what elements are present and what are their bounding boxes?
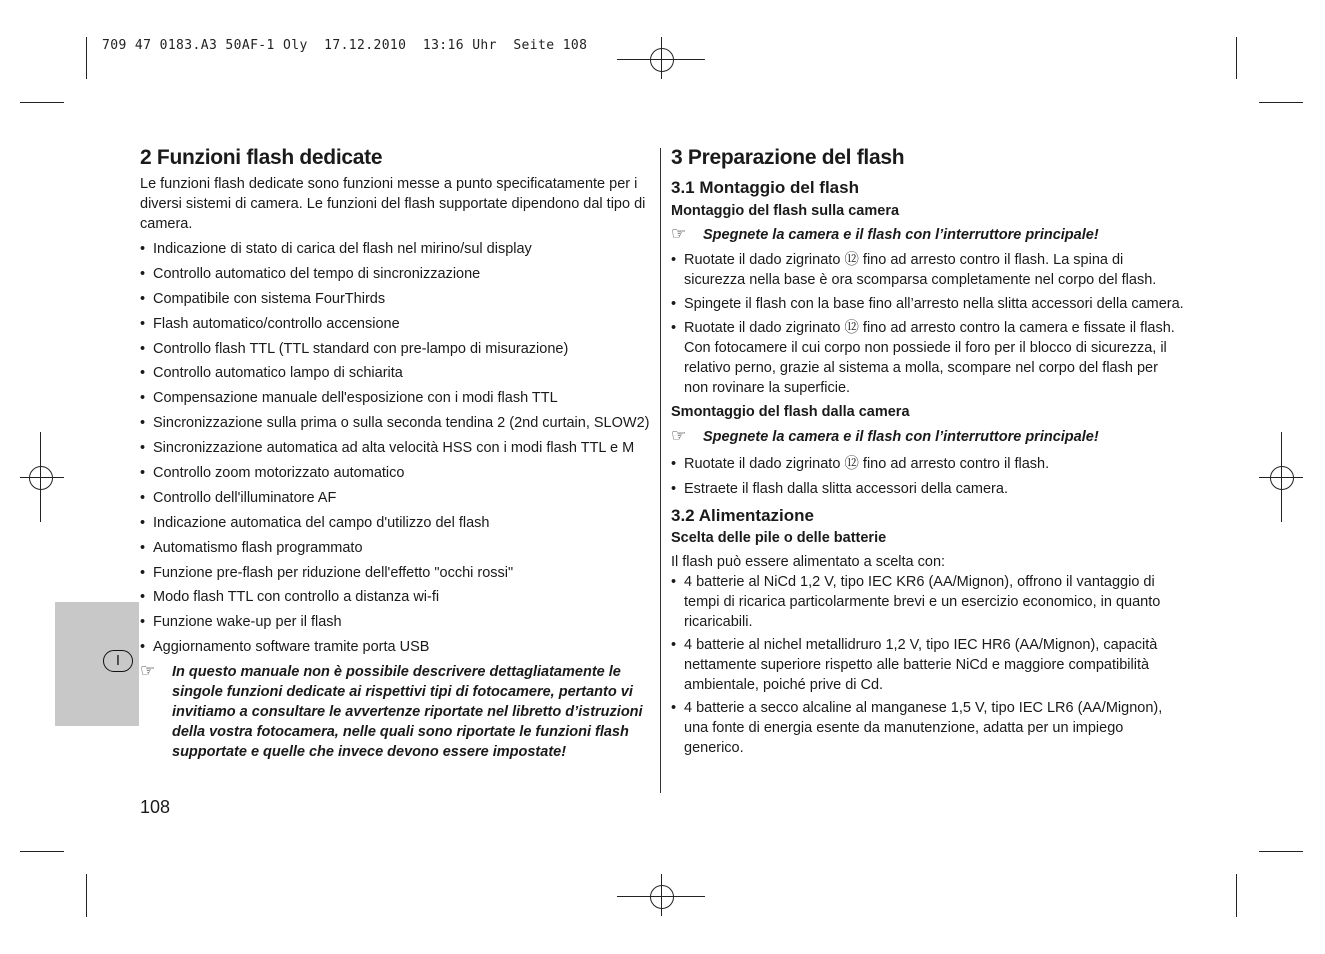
list-item bbox=[140, 239, 650, 259]
list-item bbox=[140, 513, 650, 533]
registration-mark-bottom bbox=[650, 885, 674, 909]
bullet-icon: • bbox=[671, 456, 677, 472]
list-item bbox=[140, 488, 650, 508]
feature-list bbox=[140, 239, 650, 657]
warning-note bbox=[671, 225, 1186, 245]
note-text: Spegnete la camera e il flash con l’interruttore principale! bbox=[703, 227, 1099, 243]
bullet-icon: • bbox=[140, 440, 146, 457]
list-item bbox=[140, 637, 650, 657]
list-item-text: 4 batterie al NiCd 1,2 V, tipo IEC KR6 (AA/Mignon), offrono il vantaggio di tempi di ricarica particolarmente brevi e un esercizio economico, in quanto ricaricabili. bbox=[684, 574, 1161, 630]
unmount-steps bbox=[671, 454, 1186, 499]
subsection-heading: 3.1 Montaggio del flash bbox=[671, 178, 859, 197]
list-item-text: Sincronizzazione sulla prima o sulla seconda tendina 2 (2nd curtain, SLOW2) bbox=[153, 415, 650, 432]
registration-line bbox=[661, 874, 662, 916]
pointing-hand-icon: ☞ bbox=[671, 224, 687, 243]
list-item bbox=[140, 264, 650, 284]
registration-mark-left bbox=[29, 466, 53, 490]
list-item-text: Aggiornamento software tramite porta USB bbox=[153, 639, 430, 656]
language-tab-letter: I bbox=[103, 650, 133, 672]
list-item-text: Sincronizzazione automatica ad alta velocità HSS con i modi flash TTL e M bbox=[153, 440, 635, 457]
list-item bbox=[671, 318, 1186, 398]
list-item-text: Funzione wake-up per il flash bbox=[153, 614, 342, 631]
bullet-icon: • bbox=[671, 700, 677, 716]
bullet-icon: • bbox=[671, 481, 677, 497]
list-item bbox=[671, 635, 1186, 695]
bullet-icon: • bbox=[671, 574, 677, 590]
list-item bbox=[140, 438, 650, 458]
registration-line bbox=[20, 477, 64, 478]
sub-heading: Montaggio del flash sulla camera bbox=[671, 203, 900, 219]
bullet-icon: • bbox=[671, 637, 677, 653]
info-note bbox=[140, 662, 650, 762]
bullet-icon: • bbox=[140, 564, 146, 581]
list-item-text: 4 batterie al nichel metallidruro 1,2 V, tipo IEC HR6 (AA/Mignon), capacità nettamente superiore rispetto alle batterie NiCd e maggiore compatibilità ambientale, poiché prive di Cd. bbox=[684, 637, 1158, 693]
crop-mark bbox=[1259, 102, 1303, 103]
list-item-text: Controllo zoom motorizzato automatico bbox=[153, 465, 405, 482]
list-item bbox=[140, 314, 650, 334]
bullet-icon: • bbox=[140, 390, 146, 407]
bullet-icon: • bbox=[140, 265, 146, 282]
list-item bbox=[140, 612, 650, 632]
registration-mark-right bbox=[1270, 466, 1294, 490]
list-item bbox=[140, 363, 650, 383]
section-title: 3 Preparazione del flash bbox=[671, 146, 905, 169]
page-number: 108 bbox=[140, 797, 171, 817]
bullet-icon: • bbox=[671, 320, 677, 336]
list-item-text: Spingete il flash con la base fino all’arresto nella slitta accessori della camera. bbox=[684, 296, 1184, 312]
section-title: 2 Funzioni flash dedicate bbox=[140, 146, 383, 169]
note-text: Spegnete la camera e il flash con l’interruttore principale! bbox=[703, 429, 1099, 445]
crop-mark bbox=[86, 874, 87, 917]
list-item bbox=[671, 479, 1186, 499]
pointing-hand-icon: ☞ bbox=[140, 661, 156, 681]
crop-mark bbox=[20, 102, 64, 103]
column-divider bbox=[660, 148, 661, 793]
list-item-text: Controllo automatico lampo di schiarita bbox=[153, 365, 403, 382]
intro-paragraph: Il flash può essere alimentato a scelta con: bbox=[671, 554, 946, 570]
bullet-icon: • bbox=[140, 539, 146, 556]
list-item-text: Controllo automatico del tempo di sincronizzazione bbox=[153, 265, 481, 282]
registration-line bbox=[661, 37, 662, 79]
sub-heading: Scelta delle pile o delle batterie bbox=[671, 530, 887, 546]
bullet-icon: • bbox=[140, 315, 146, 332]
list-item bbox=[140, 289, 650, 309]
list-item-text: Compatibile con sistema FourThirds bbox=[153, 290, 386, 307]
bullet-icon: • bbox=[140, 415, 146, 432]
subsection-heading: 3.2 Alimentazione bbox=[671, 506, 814, 525]
bullet-icon: • bbox=[140, 290, 146, 307]
crop-mark bbox=[20, 851, 64, 852]
crop-mark bbox=[1236, 874, 1237, 917]
list-item bbox=[671, 572, 1186, 632]
list-item bbox=[140, 538, 650, 558]
bullet-icon: • bbox=[140, 340, 146, 357]
bullet-icon: • bbox=[671, 252, 677, 268]
left-column bbox=[140, 145, 650, 762]
list-item-text: 4 batterie a secco alcaline al manganese 1,5 V, tipo IEC LR6 (AA/Mignon), una fonte di energia esente da manutenzione, adatta per un impiego generico. bbox=[684, 700, 1163, 756]
list-item bbox=[671, 250, 1186, 290]
bullet-icon: • bbox=[140, 589, 146, 606]
list-item bbox=[140, 587, 650, 607]
list-item bbox=[671, 294, 1186, 314]
print-slug: 709 47 0183.A3 50AF-1 Oly 17.12.2010 13:16 Uhr Seite 108 bbox=[102, 38, 588, 53]
mount-steps bbox=[671, 250, 1186, 398]
list-item-text: Ruotate il dado zigrinato ⑫ fino ad arresto contro il flash. La spina di sicurezza nella base è ora scomparsa completamente nel corpo del flash. bbox=[684, 252, 1157, 288]
list-item bbox=[140, 388, 650, 408]
list-item bbox=[140, 563, 650, 583]
bullet-icon: • bbox=[140, 614, 146, 631]
sub-heading: Smontaggio del flash dalla camera bbox=[671, 404, 910, 420]
crop-mark bbox=[1236, 37, 1237, 79]
list-item bbox=[671, 698, 1186, 758]
battery-list bbox=[671, 572, 1186, 758]
list-item-text: Flash automatico/controllo accensione bbox=[153, 315, 400, 332]
pointing-hand-icon: ☞ bbox=[671, 426, 687, 445]
list-item-text: Estraete il flash dalla slitta accessori della camera. bbox=[684, 481, 1008, 497]
crop-mark bbox=[86, 37, 87, 79]
intro-paragraph: Le funzioni flash dedicate sono funzioni messe a punto specificatamente per i diversi sistemi di camera. Le funzioni del flash supportate dipendono dal tipo di camera. bbox=[140, 176, 646, 232]
bullet-icon: • bbox=[140, 489, 146, 506]
right-column bbox=[671, 145, 1186, 761]
note-text: In questo manuale non è possibile descrivere dettagliatamente le singole funzioni dedicate ai rispettivi tipi di fotocamere, pertanto vi invitiamo a consultare le avvertenze riportate nel libretto d’istruzioni della vostra fotocamera, nelle quali sono riportate le funzioni flash supportate e quelle che invece devono essere impostate! bbox=[172, 664, 643, 761]
list-item-text: Modo flash TTL con controllo a distanza wi-fi bbox=[153, 589, 440, 606]
bullet-icon: • bbox=[671, 296, 677, 312]
registration-line bbox=[1259, 477, 1303, 478]
bullet-icon: • bbox=[140, 639, 146, 656]
list-item bbox=[140, 413, 650, 433]
bullet-icon: • bbox=[140, 241, 146, 257]
bullet-icon: • bbox=[140, 514, 146, 531]
list-item-text: Controllo dell'illuminatore AF bbox=[153, 489, 337, 506]
registration-mark-top bbox=[650, 48, 674, 72]
list-item-text: Indicazione di stato di carica del flash nel mirino/sul display bbox=[153, 241, 532, 257]
bullet-icon: • bbox=[140, 465, 146, 482]
list-item-text: Automatismo flash programmato bbox=[153, 539, 363, 556]
bullet-icon: • bbox=[140, 365, 146, 382]
list-item-text: Indicazione automatica del campo d'utilizzo del flash bbox=[153, 514, 490, 531]
list-item bbox=[140, 339, 650, 359]
list-item bbox=[140, 463, 650, 483]
warning-note bbox=[671, 427, 1186, 447]
list-item-text: Funzione pre-flash per riduzione dell'effetto "occhi rossi" bbox=[153, 564, 514, 581]
list-item-text: Compensazione manuale dell'esposizione con i modi flash TTL bbox=[153, 390, 558, 407]
list-item-text: Controllo flash TTL (TTL standard con pre-lampo di misurazione) bbox=[153, 340, 569, 357]
list-item-text: Ruotate il dado zigrinato ⑫ fino ad arresto contro la camera e fissate il flash. Con fotocamere il cui corpo non possiede il foro per il blocco di sicurezza, il relativo perno, grazie al sistema a molla, scompare nel corpo del flash per non rovinare la superficie. bbox=[684, 320, 1175, 396]
crop-mark bbox=[1259, 851, 1303, 852]
list-item bbox=[671, 454, 1186, 474]
list-item-text: Ruotate il dado zigrinato ⑫ fino ad arresto contro il flash. bbox=[684, 456, 1050, 472]
